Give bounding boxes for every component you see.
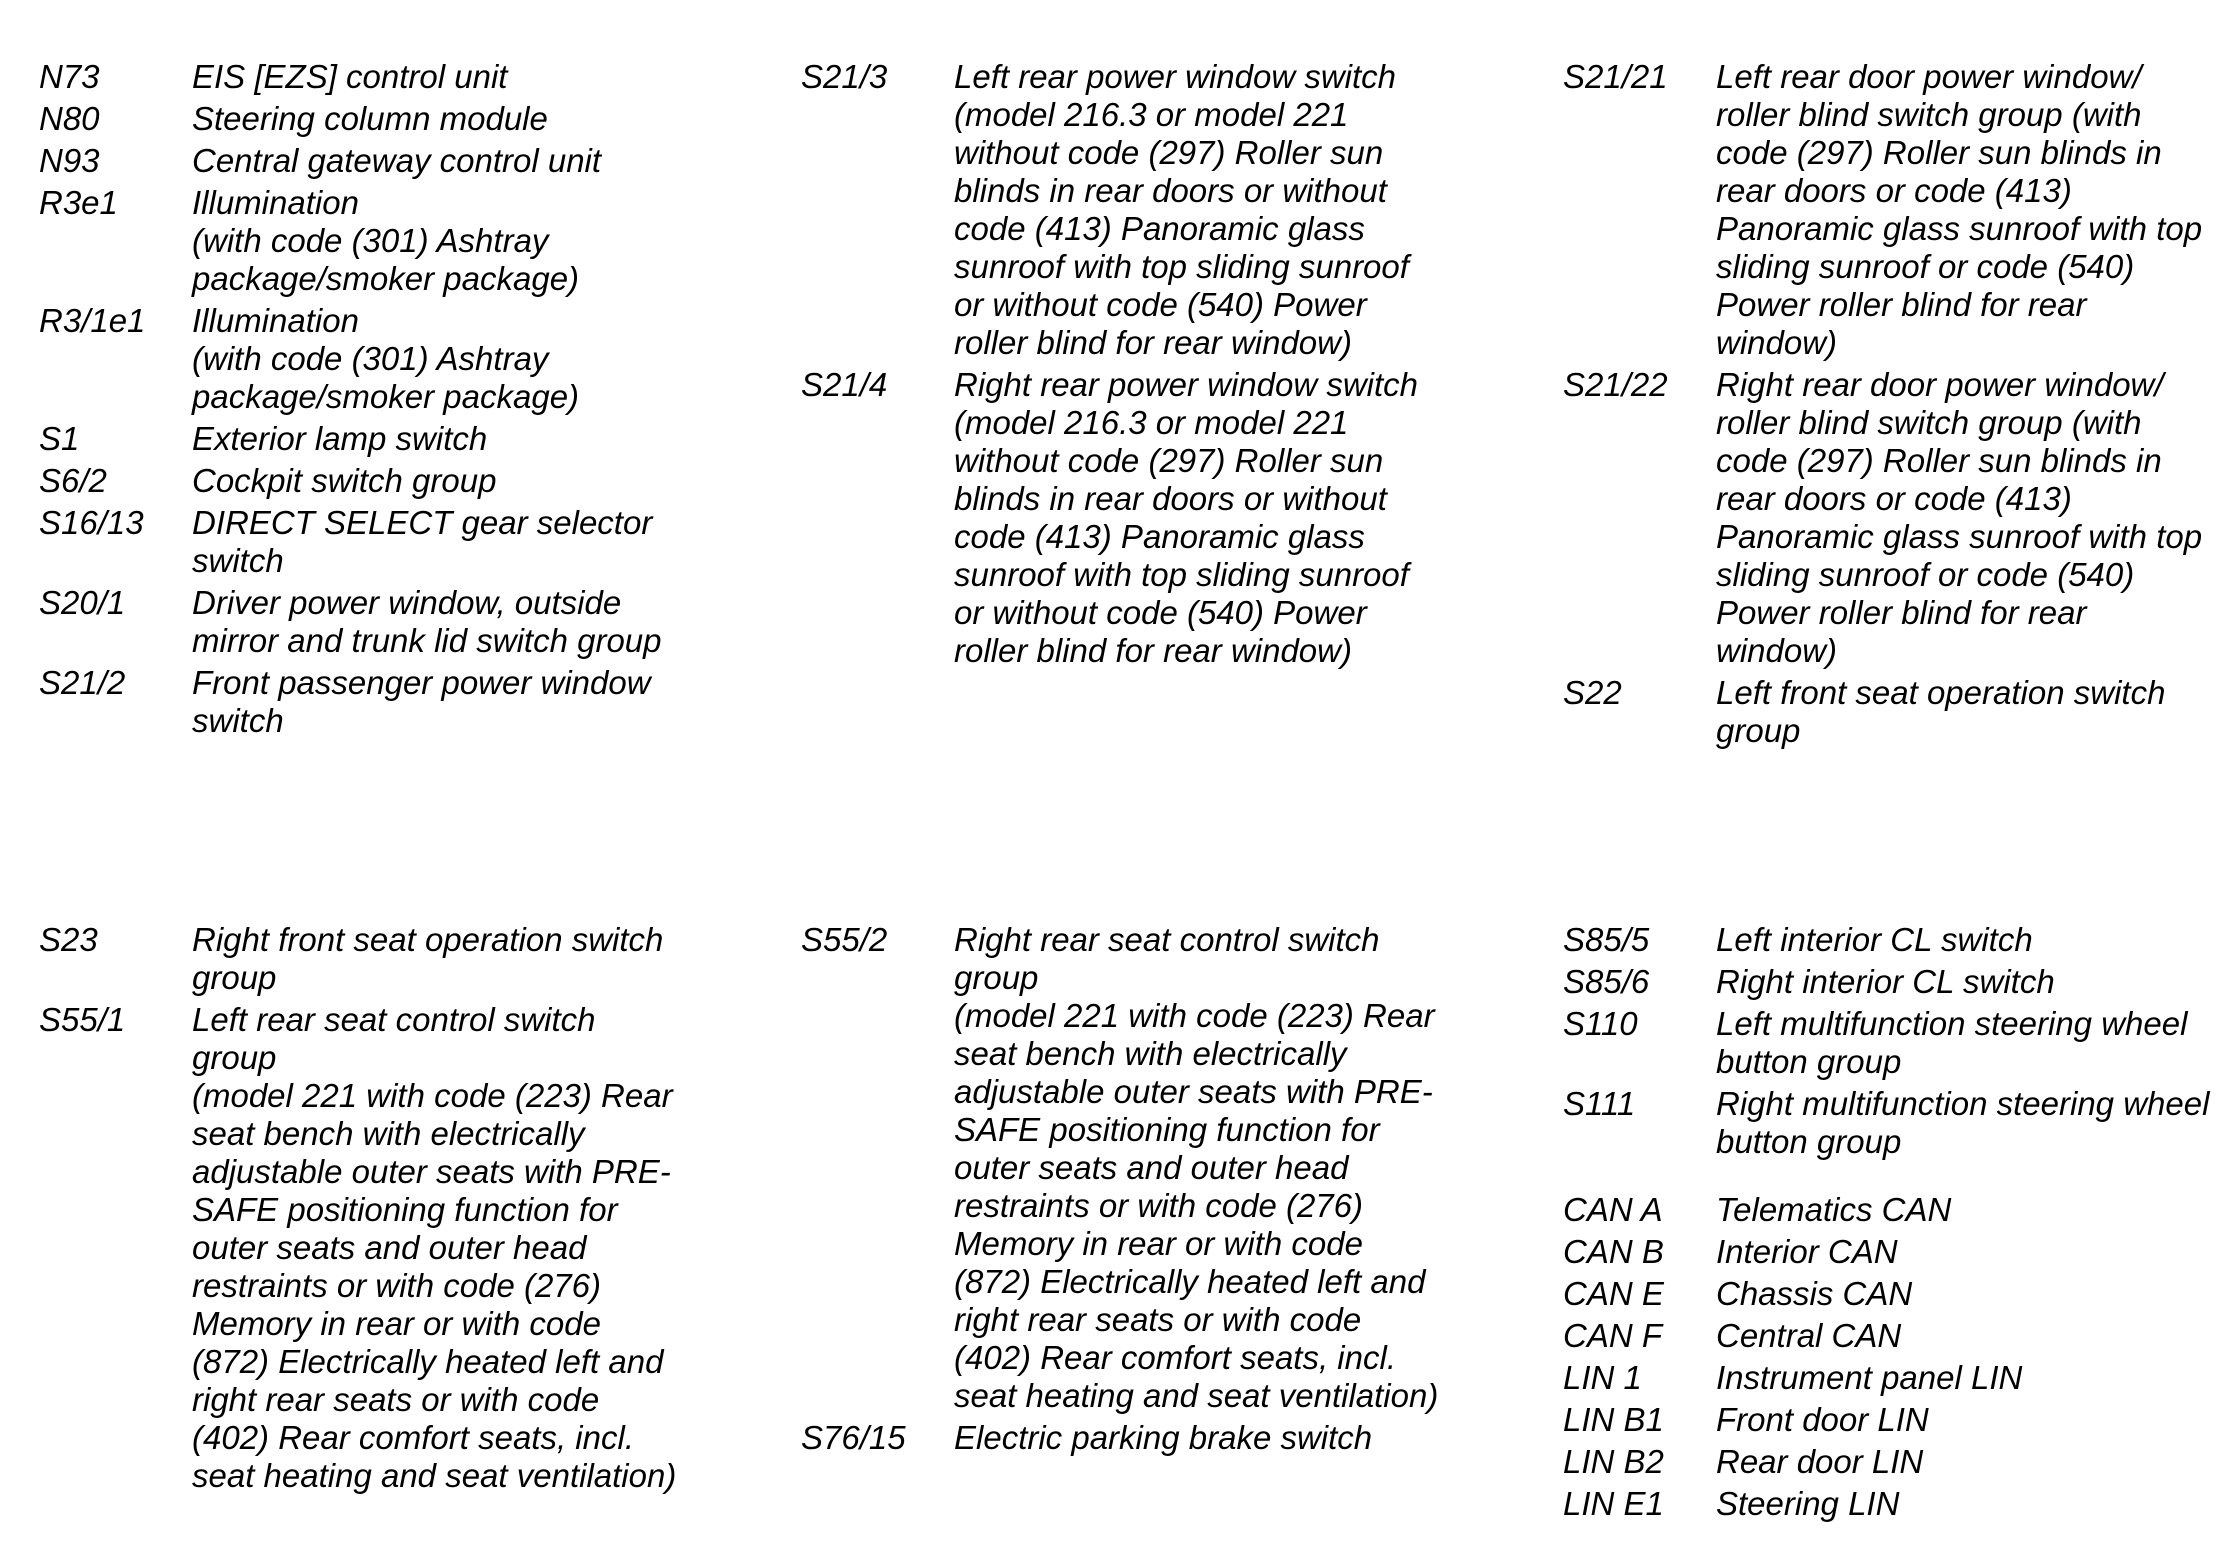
component-description: Exterior lamp switch: [192, 420, 488, 457]
component-code: S21/22: [1563, 366, 1668, 403]
bus-description: Telematics CAN: [1716, 1191, 1952, 1228]
component-code: S85/5: [1563, 921, 1650, 958]
legend-entry: [1563, 674, 2228, 750]
section-spacer: [1563, 1165, 2228, 1191]
component-description: DIRECT SELECT gear selector switch: [192, 504, 653, 579]
legend-entry: [801, 58, 1466, 362]
bus-description: Rear door LIN: [1716, 1443, 1924, 1480]
legend-entry: [39, 142, 704, 180]
component-code: S16/13: [39, 504, 144, 541]
bus-code: CAN B: [1563, 1233, 1664, 1270]
component-code: S6/2: [39, 462, 107, 499]
component-code: S21/4: [801, 366, 888, 403]
component-description: Illumination (with code (301) Ashtray package/smoker package): [192, 302, 580, 415]
component-code: S22: [1563, 674, 1622, 711]
component-description: Electric parking brake switch: [954, 1419, 1373, 1456]
component-code: N80: [39, 100, 100, 137]
component-description: Right front seat operation switch group: [192, 921, 664, 996]
component-code: S21/21: [1563, 58, 1668, 95]
legend-entry: [1563, 921, 2228, 959]
legend-entry: [39, 420, 704, 458]
bus-description: Chassis CAN: [1716, 1275, 1913, 1312]
bus-entry: [1563, 1485, 2228, 1523]
component-description: Right rear door power window/ roller blind switch group (with code (297) Roller sun blinds in rear doors or code (413) Panoramic glass sunroof with top sliding sunroof or code (540) Power roller blind for rear window): [1716, 366, 2203, 669]
legend-entry: [1563, 1085, 2228, 1161]
legend-column-5: [801, 921, 1466, 1461]
legend-entry: [39, 584, 704, 660]
component-description: Right multifunction steering wheel button group: [1716, 1085, 2210, 1160]
component-code: R3e1: [39, 184, 118, 221]
component-code: S21/3: [801, 58, 888, 95]
bus-description: Steering LIN: [1716, 1485, 1900, 1522]
component-code: S1: [39, 420, 80, 457]
component-description: Left rear seat control switch group (model 221 with code (223) Rear seat bench with electrically adjustable outer seats with PRE- SAFE positioning function for outer seats and outer head restraints or with code (276) Memory in rear or with code (872) Electrically heated left and right rear seats or with code (402) Rear comfort seats, incl. seat heating and seat ventilation): [192, 1001, 677, 1494]
component-code: N93: [39, 142, 100, 179]
bus-entry: [1563, 1317, 2228, 1355]
legend-column-3: [1563, 58, 2228, 754]
component-code: S55/1: [39, 1001, 126, 1038]
bus-entry: [1563, 1401, 2228, 1439]
bus-code: LIN B2: [1563, 1443, 1664, 1480]
component-description: Left rear door power window/ roller blind switch group (with code (297) Roller sun blinds in rear doors or code (413) Panoramic glass sunroof with top sliding sunroof or code (540) Power roller blind for rear window): [1716, 58, 2203, 361]
bus-description: Interior CAN: [1716, 1233, 1898, 1270]
component-description: Driver power window, outside mirror and trunk lid switch group: [192, 584, 662, 659]
legend-entry: [39, 462, 704, 500]
legend-entry: [1563, 963, 2228, 1001]
legend-entry: [801, 1419, 1466, 1457]
component-description: EIS [EZS] control unit: [192, 58, 508, 95]
legend-entry: [39, 921, 704, 997]
bus-entry: [1563, 1191, 2228, 1229]
legend-entry: [1563, 58, 2228, 362]
component-description: Steering column module: [192, 100, 548, 137]
bus-entry: [1563, 1233, 2228, 1271]
component-description: Front passenger power window switch: [192, 664, 651, 739]
bus-entry: [1563, 1359, 2228, 1397]
component-code: S111: [1563, 1085, 1636, 1122]
bus-code: LIN E1: [1563, 1485, 1664, 1522]
legend-entry: [801, 921, 1466, 1415]
component-description: Left multifunction steering wheel button group: [1716, 1005, 2188, 1080]
component-code: S85/6: [1563, 963, 1650, 1000]
bus-entry: [1563, 1443, 2228, 1481]
legend-entry: [39, 504, 704, 580]
component-description: Right rear seat control switch group (model 221 with code (223) Rear seat bench with electrically adjustable outer seats with PRE- SAFE positioning function for outer seats and outer head restraints or with code (276) Memory in rear or with code (872) Electrically heated left and right rear seats or with code (402) Rear comfort seats, incl. seat heating and seat ventilation): [954, 921, 1439, 1414]
legend-column-2: [801, 58, 1466, 674]
bus-entry: [1563, 1275, 2228, 1313]
legend-entry: [39, 664, 704, 740]
legend-entry: [1563, 366, 2228, 670]
bus-code: CAN F: [1563, 1317, 1662, 1354]
legend-entry: [39, 58, 704, 96]
bus-code: LIN B1: [1563, 1401, 1664, 1438]
component-description: Left rear power window switch (model 216.3 or model 221 without code (297) Roller sun blinds in rear doors or without code (413) Panoramic glass sunroof with top sliding sunroof or without code (540) Power roller blind for rear window): [954, 58, 1409, 361]
component-description: Cockpit switch group: [192, 462, 497, 499]
legend-column-1: [39, 58, 704, 744]
legend-entry: [39, 184, 704, 298]
component-description: Illumination (with code (301) Ashtray package/smoker package): [192, 184, 580, 297]
legend-column-4: [39, 921, 704, 1499]
component-code: S20/1: [39, 584, 126, 621]
bus-description: Front door LIN: [1716, 1401, 1929, 1438]
legend-entry: [39, 302, 704, 416]
component-description: Right rear power window switch (model 216.3 or model 221 without code (297) Roller sun blinds in rear doors or without code (413) Panoramic glass sunroof with top sliding sunroof or without code (540) Power roller blind for rear window): [954, 366, 1419, 669]
legend-entry: [39, 1001, 704, 1495]
bus-description: Central CAN: [1716, 1317, 1902, 1354]
legend-entry: [39, 100, 704, 138]
component-code: N73: [39, 58, 100, 95]
component-code: S55/2: [801, 921, 888, 958]
component-code: S21/2: [39, 664, 126, 701]
component-description: Left front seat operation switch group: [1716, 674, 2166, 749]
component-description: Right interior CL switch: [1716, 963, 2055, 1000]
bus-code: LIN 1: [1563, 1359, 1642, 1396]
bus-code: CAN E: [1563, 1275, 1664, 1312]
component-code: R3/1e1: [39, 302, 146, 339]
component-code: S23: [39, 921, 98, 958]
component-code: S76/15: [801, 1419, 906, 1456]
legend-entry: [1563, 1005, 2228, 1081]
bus-code: CAN A: [1563, 1191, 1663, 1228]
component-description: Central gateway control unit: [192, 142, 602, 179]
bus-description: Instrument panel LIN: [1716, 1359, 2023, 1396]
legend-column-6: [1563, 921, 2228, 1527]
component-description: Left interior CL switch: [1716, 921, 2033, 958]
component-code: S110: [1563, 1005, 1638, 1042]
legend-entry: [801, 366, 1466, 670]
